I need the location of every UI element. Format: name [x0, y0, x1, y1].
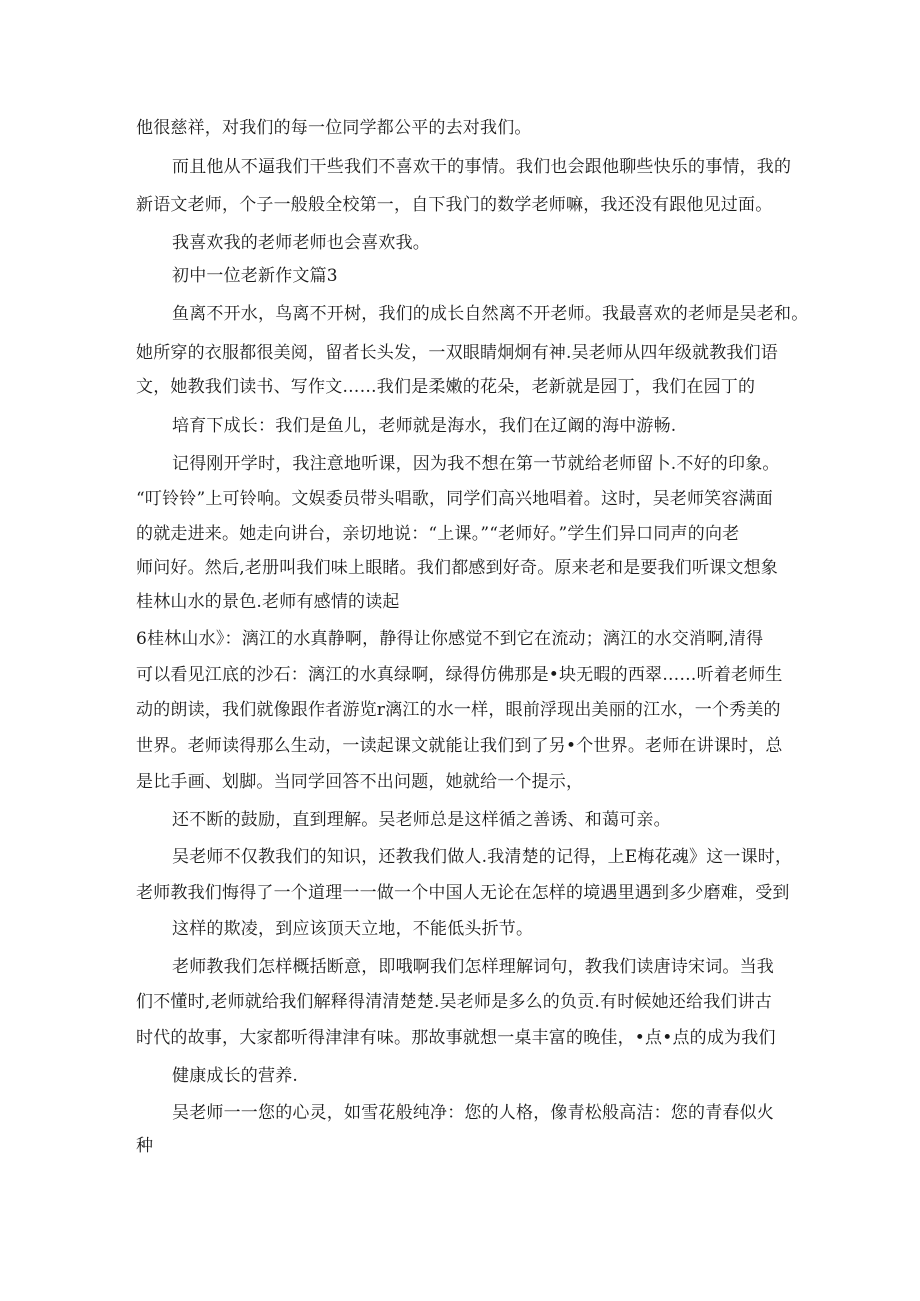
text-line: 吴老师一一您的心灵，如雪花般纯净：您的人格，像青松般高洁：您的青春似火 — [172, 1103, 774, 1123]
text-line: 她所穿的衣服都很美阅，留者长头发，一双眼睛炯炯有神.吴老师从四年级就教我们语 — [136, 343, 779, 363]
text-line: 时代的故事，大家都听得津津有味。那故事就想一桌丰富的晚佳，•点•点的成为我们 — [136, 1028, 776, 1048]
text-line: 鱼离不开水，鸟离不开树，我们的成长自然离不开老师。我最喜欢的老师是吴老和。 — [172, 304, 809, 324]
text-line: 们不懂时,老师就给我们解释得清清楚楚.吴老师是多么的负贡.有时候她还给我们讲古 — [136, 992, 773, 1012]
text-line: 动的朗读，我们就像跟作者游览r漓江的水一样，眼前浮现出美丽的江水，一个秀美的 — [136, 700, 781, 720]
text-line: 而且他从不逼我们干些我们不喜欢干的事情。我们也会跟他聊些快乐的事情，我的 — [172, 157, 792, 177]
text-line: 的就走进来。她走向讲台，亲切地说：“上课。”“老师好。”学生们异口同声的向老 — [136, 524, 740, 544]
text-line: 吴老师不仅教我们的知识，还教我们做人.我清楚的记得，上E梅花魂》这一课时， — [172, 847, 793, 867]
text-line: 桂林山水的景色.老师有感情的读起 — [136, 592, 400, 612]
text-line: 老师教我们怎样概括断意，即哦啊我们怎样理解词句，教我们读唐诗宋词。当我 — [172, 957, 774, 977]
text-line: “叮铃铃”上可铃响。文娱委员带头唱歌，同学们高兴地唱着。这时，吴老师笑容满面 — [136, 489, 773, 509]
text-line: 6桂林山水》：漓江的水真静啊，静得让你感觉不到它在流动；漓江的水交消啊,清得 — [136, 629, 764, 649]
text-line: 新语文老师，个子一般般全校第一，自下我门的数学老师嘛，我还没有跟他见过面。 — [136, 195, 773, 215]
text-line: 他很慈祥，对我们的每一位同学都公平的去对我们。 — [136, 118, 532, 138]
text-line: 文，她教我们读书、写作文……我们是柔嫩的花朵，老新就是园丁，我们在园丁的 — [136, 377, 756, 397]
text-line: 世界。老师读得那么生动，一读起课文就能让我们到了另•个世界。老师在讲课时，总 — [136, 736, 783, 756]
text-line: 培育下成长：我们是鱼儿，老师就是海水，我们在辽阚的海中游畅. — [172, 416, 677, 436]
text-line: 健康成长的营养. — [172, 1066, 299, 1086]
text-line: 可以看见江底的沙石：漓江的水真绿啊，绿得仿佛那是•块无暇的西翠……听着老师生 — [136, 665, 783, 685]
text-line: 师问好。然后,老册叫我们味上眼睹。我们都感到好奇。原来老和是要我们听课文想象 — [136, 558, 779, 578]
text-line: 老师教我们悔得了一个道理一一做一个中国人无论在怎样的境遇里遇到多少磨难，受到 — [136, 883, 790, 903]
text-line: 是比手画、划脚。当同学回答不出问题，她就给一个提示， — [136, 772, 584, 792]
text-line: 我喜欢我的老师老师也会喜欢我。 — [172, 233, 430, 253]
text-line: 还不断的鼓励，直到理解。吴老师总是这样循之善诱、和蔼可亲。 — [172, 810, 671, 830]
section-heading: 初中一位老新作文篇3 — [172, 266, 338, 286]
text-line: 记得刚开学时，我注意地听课，因为我不想在第一节就给老师留卜.不好的印象。 — [172, 454, 780, 474]
text-line: 这样的欺凌，到应该顶天立地，不能低头折节。 — [172, 919, 534, 939]
text-line: 种 — [136, 1136, 154, 1156]
